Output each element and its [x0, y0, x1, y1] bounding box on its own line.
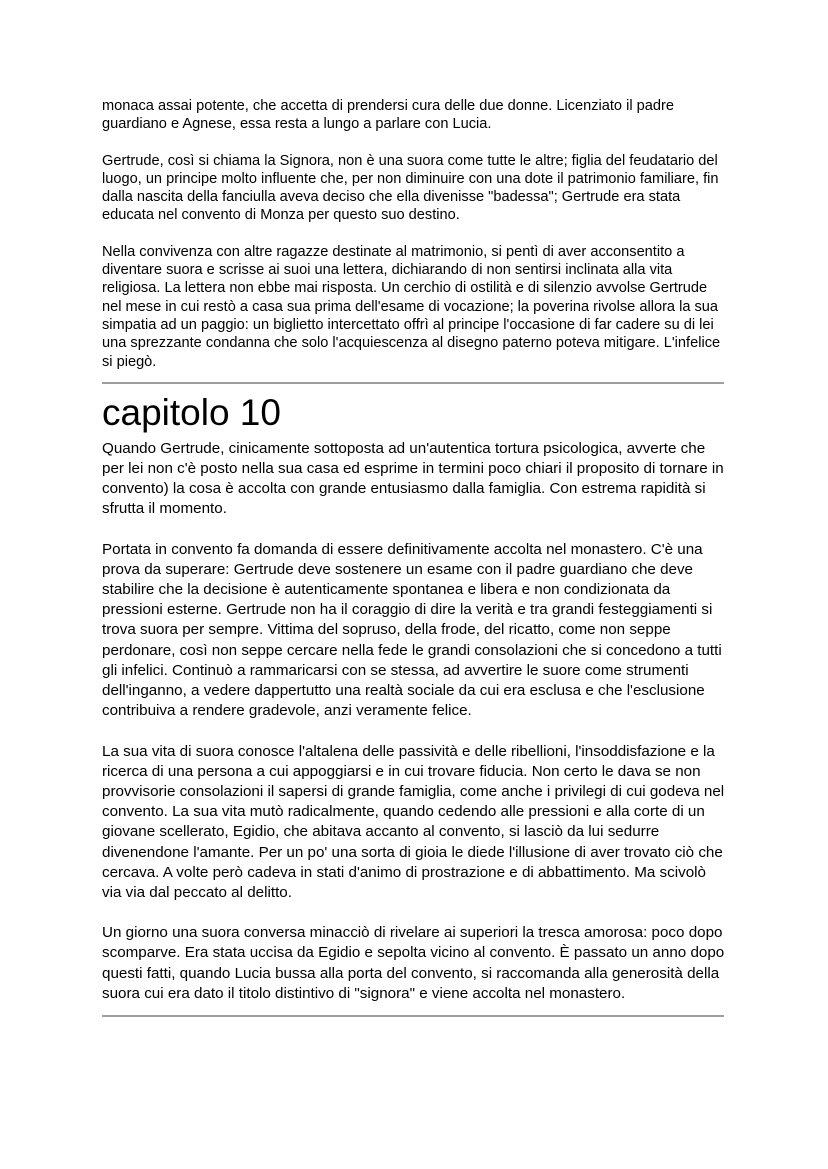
document-page: [102, 97, 727, 1017]
chapter-paragraph: Portata in convento fa domanda di essere definitivamente accolta nel monastero. C'è una prova da superare: Gertrude deve sostenere un esame con il padre guardiano che deve stabilire che la decisione è autenticamente spontanea e libera e non condizionata da pressioni esterne. Gertrude non ha il coraggio di dire la verità e tra grandi festeggiamenti si trova suora per sempre. Vittima del sopruso, della frode, del ricatto, come non seppe perdonare, così non seppe cercare nella fede le grandi consolazioni che si concedono a tutti gli infelici. Continuò a rammaricarsi con se stessa, ad avvertire le suore come strumenti dell'inganno, a vedere dappertutto una realtà sociale da cui era esclusa e che l'esclusione contribuiva a rendere gradevole, anzi veramente felice.: [102, 540, 722, 720]
chapter-title: capitolo 10: [102, 391, 281, 433]
chapter-paragraph: La sua vita di suora conosce l'altalena delle passività e delle ribellioni, l'insoddisfazione e la ricerca di una persona a cui appoggiarsi e in cui trovare fiducia. Non certo le dava se non provvisorie consolazioni il sapersi di grande famiglia, come anche i privilegi di cui godeva nel convento. La sua vita mutò radicalmente, quando cedendo alle pressioni e alla corte di un giovane scellerato, Egidio, che abitava accanto al convento, si lasciò da lui sedurre divenendone l'amante. Per un po' una sorta di gioia le diede l'illusione di aver trovato ciò che cercava. A volte però cadeva in stati d'animo di prostrazione e di abbattimento. Ma scivolò via via dal peccato al delitto.: [102, 742, 725, 901]
chapter-paragraph: Quando Gertrude, cinicamente sottoposta ad un'autentica tortura psicologica, avverte che per lei non c'è posto nella sua casa ed esprime in termini poco chiari il proposito di tornare in convento) la cosa è accolta con grande entusiasmo dalla famiglia. Con estrema rapidità si sfrutta il momento.: [102, 439, 724, 518]
intro-paragraph: monaca assai potente, che accetta di prendersi cura delle due donne. Licenziato il padre guardiano e Agnese, essa resta a lungo a parlare con Lucia.: [102, 98, 674, 133]
section-divider: [102, 382, 724, 384]
chapter-paragraph: Un giorno una suora conversa minacciò di rivelare ai superiori la tresca amorosa: poco dopo scomparve. Era stata uccisa da Egidio e sepolta vicino al convento. È passato un anno dopo questi fatti, quando Lucia bussa alla porta del convento, si raccomanda alla generosità della suora cui era dato il titolo distintivo di "signora" e viene accolta nel monastero.: [102, 924, 725, 1002]
intro-paragraph: Nella convivenza con altre ragazze destinate al matrimonio, si pentì di aver acconsentito a diventare suora e scrisse ai suoi una lettera, dichiarando di non sentirsi inclinata alla vita religiosa. La lettera non ebbe mai risposta. Un cerchio di ostilità e di silenzio avvolse Gertrude nel mese in cui restò a casa sua prima dell'esame di vocazione; la poverina rivolse allora la sua simpatia ad un paggio: un biglietto intercettato offrì al principe l'occasione di far cadere su di lei una sprezzante condanna che solo l'acquiescenza al disegno paterno poteva mitigare. L'infelice si piegò.: [102, 243, 721, 370]
intro-paragraph: Gertrude, così si chiama la Signora, non è una suora come tutte le altre; figlia del feudatario del luogo, un principe molto influente che, per non diminuire con una dote il patrimonio familiare, fin dalla nascita della fanciulla aveva deciso che ella divenisse "badessa"; Gertrude era stata educata nel convento di Monza per questo suo destino.: [102, 152, 719, 224]
section-divider: [102, 1015, 724, 1017]
